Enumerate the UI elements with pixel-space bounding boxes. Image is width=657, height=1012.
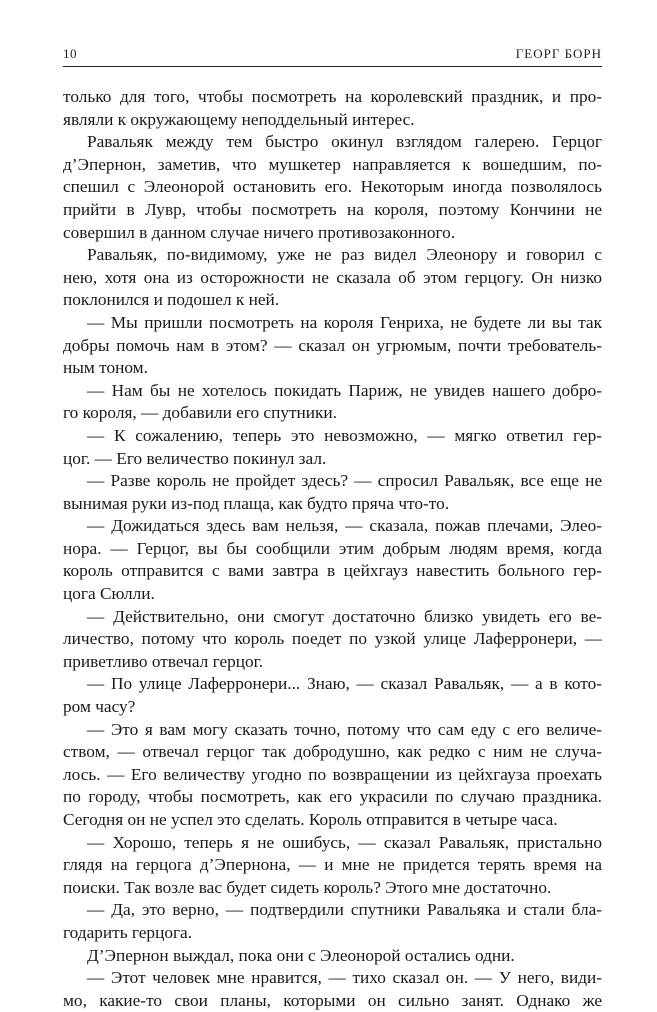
- text-line: король отправится с вами завтра в цейхгауз навестить больного гер-: [63, 561, 602, 581]
- paragraph: [63, 425, 602, 470]
- text-line: Сегодня он не успел это сделать. Король отправится в четыре часа.: [63, 810, 558, 829]
- paragraph: [63, 86, 602, 131]
- text-line: — К сожалению, теперь это невозможно, — мягко ответил гер-: [87, 425, 602, 445]
- text-line: Равальяк, по-видимому, уже не раз видел Элеонору и говорил с: [87, 245, 602, 265]
- paragraph: [63, 899, 602, 944]
- paragraph: [63, 673, 602, 718]
- text-line: добры помочь нам в этом? — сказал он угрюмым, почти требователь-: [63, 335, 602, 355]
- paragraph: [63, 967, 602, 1012]
- text-line: ром часу?: [63, 697, 136, 717]
- text-line: ным тоном.: [63, 358, 148, 378]
- text-line: нею, хотя она из осторожности не сказала об этом герцогу. Он низко: [63, 267, 602, 287]
- text-line: лось. — Его величеству угодно по возвращении из цейхгауза проехать: [63, 764, 602, 784]
- text-line: совершил в данном случае ничего противозаконного.: [63, 222, 456, 242]
- text-line: годарить герцога.: [63, 922, 193, 942]
- text-line: личество, потому что король поедет по узкой улице Лаферронери, —: [63, 629, 602, 649]
- paragraph: [63, 719, 602, 832]
- paragraph: [63, 606, 602, 674]
- page-body-text: [63, 86, 602, 1012]
- text-line: мо, какие-то свои планы, которыми он сильно занят. Однако же: [63, 990, 602, 1010]
- text-line: поиски. Так возле вас будет сидеть король? Этого мне достаточно.: [63, 877, 552, 897]
- running-header: [63, 44, 602, 67]
- text-line: ством, — отвечал герцог так добродушно, как редко с ним не случа-: [63, 742, 602, 762]
- text-line: глядя на герцога д’Эпернона, — и мне не придется терять время на: [63, 855, 602, 875]
- text-line: — Этот человек мне нравится, — тихо сказал он. — У него, види-: [87, 968, 602, 988]
- paragraph: [63, 244, 602, 312]
- text-line: вынимая руки из-под плаща, как будто пряча что-то.: [63, 493, 450, 513]
- paragraph: [63, 832, 602, 900]
- text-line: поклонился и подошел к ней.: [63, 290, 280, 310]
- paragraph: [63, 131, 602, 244]
- text-line: по городу, чтобы посмотреть, как его украсили по случаю праздника.: [63, 787, 602, 807]
- text-line: — Нам бы не хотелось покидать Париж, не увидев нашего добро-: [87, 380, 602, 400]
- text-line: д’Эпернон, заметив, что мушкетер направляется к вошедшим, по-: [63, 154, 602, 174]
- text-line: — Хорошо, теперь я не ошибусь, — сказал Равальяк, пристально: [87, 832, 602, 852]
- page-number: 10: [63, 46, 77, 61]
- text-line: цога Сюлли.: [63, 584, 155, 604]
- paragraph: [63, 470, 602, 515]
- text-line: го короля, — добавили его спутники.: [63, 403, 338, 423]
- text-line: — Разве король не пройдет здесь? — спросил Равальяк, все еще не: [87, 471, 602, 491]
- text-line: — Да, это верно, — подтвердили спутники Равальяка и стали бла-: [87, 900, 602, 920]
- text-line: цог. — Его величество покинул зал.: [63, 448, 327, 468]
- text-line: — По улице Лаферронери... Знаю, — сказал Равальяк, — а в кото-: [87, 674, 602, 694]
- text-line: Равальяк между тем быстро окинул взглядом галерею. Герцог: [87, 132, 602, 152]
- text-line: спешил с Элеонорой остановить его. Некоторым иногда позволялось: [63, 177, 602, 197]
- text-line: приветливо отвечал герцог.: [63, 651, 264, 671]
- text-line: Д’Эпернон выждал, пока они с Элеонорой остались одни.: [87, 945, 515, 965]
- paragraph: [63, 945, 602, 968]
- text-line: нора. — Герцог, вы бы сообщили этим добрым людям время, когда: [63, 538, 602, 558]
- text-line: — Это я вам могу сказать точно, потому что сам еду с его величе-: [87, 719, 602, 739]
- paragraph: [63, 515, 602, 605]
- text-line: только для того, чтобы посмотреть на королевский праздник, и про-: [63, 87, 602, 106]
- text-line: прийти в Лувр, чтобы посмотреть на короля, поэтому Кончини не: [63, 199, 602, 219]
- text-line: — Дожидаться здесь вам нельзя, — сказала, пожав плечами, Элео-: [87, 516, 602, 536]
- paragraph: [63, 380, 602, 425]
- text-line: являли к окружающему неподдельный интерес.: [63, 109, 415, 129]
- running-head-title: ГЕОРГ БОРН: [515, 46, 602, 61]
- text-line: — Действительно, они смогут достаточно близко увидеть его ве-: [87, 606, 602, 626]
- text-line: — Мы пришли посмотреть на короля Генриха, не будете ли вы так: [87, 312, 602, 332]
- paragraph: [63, 312, 602, 380]
